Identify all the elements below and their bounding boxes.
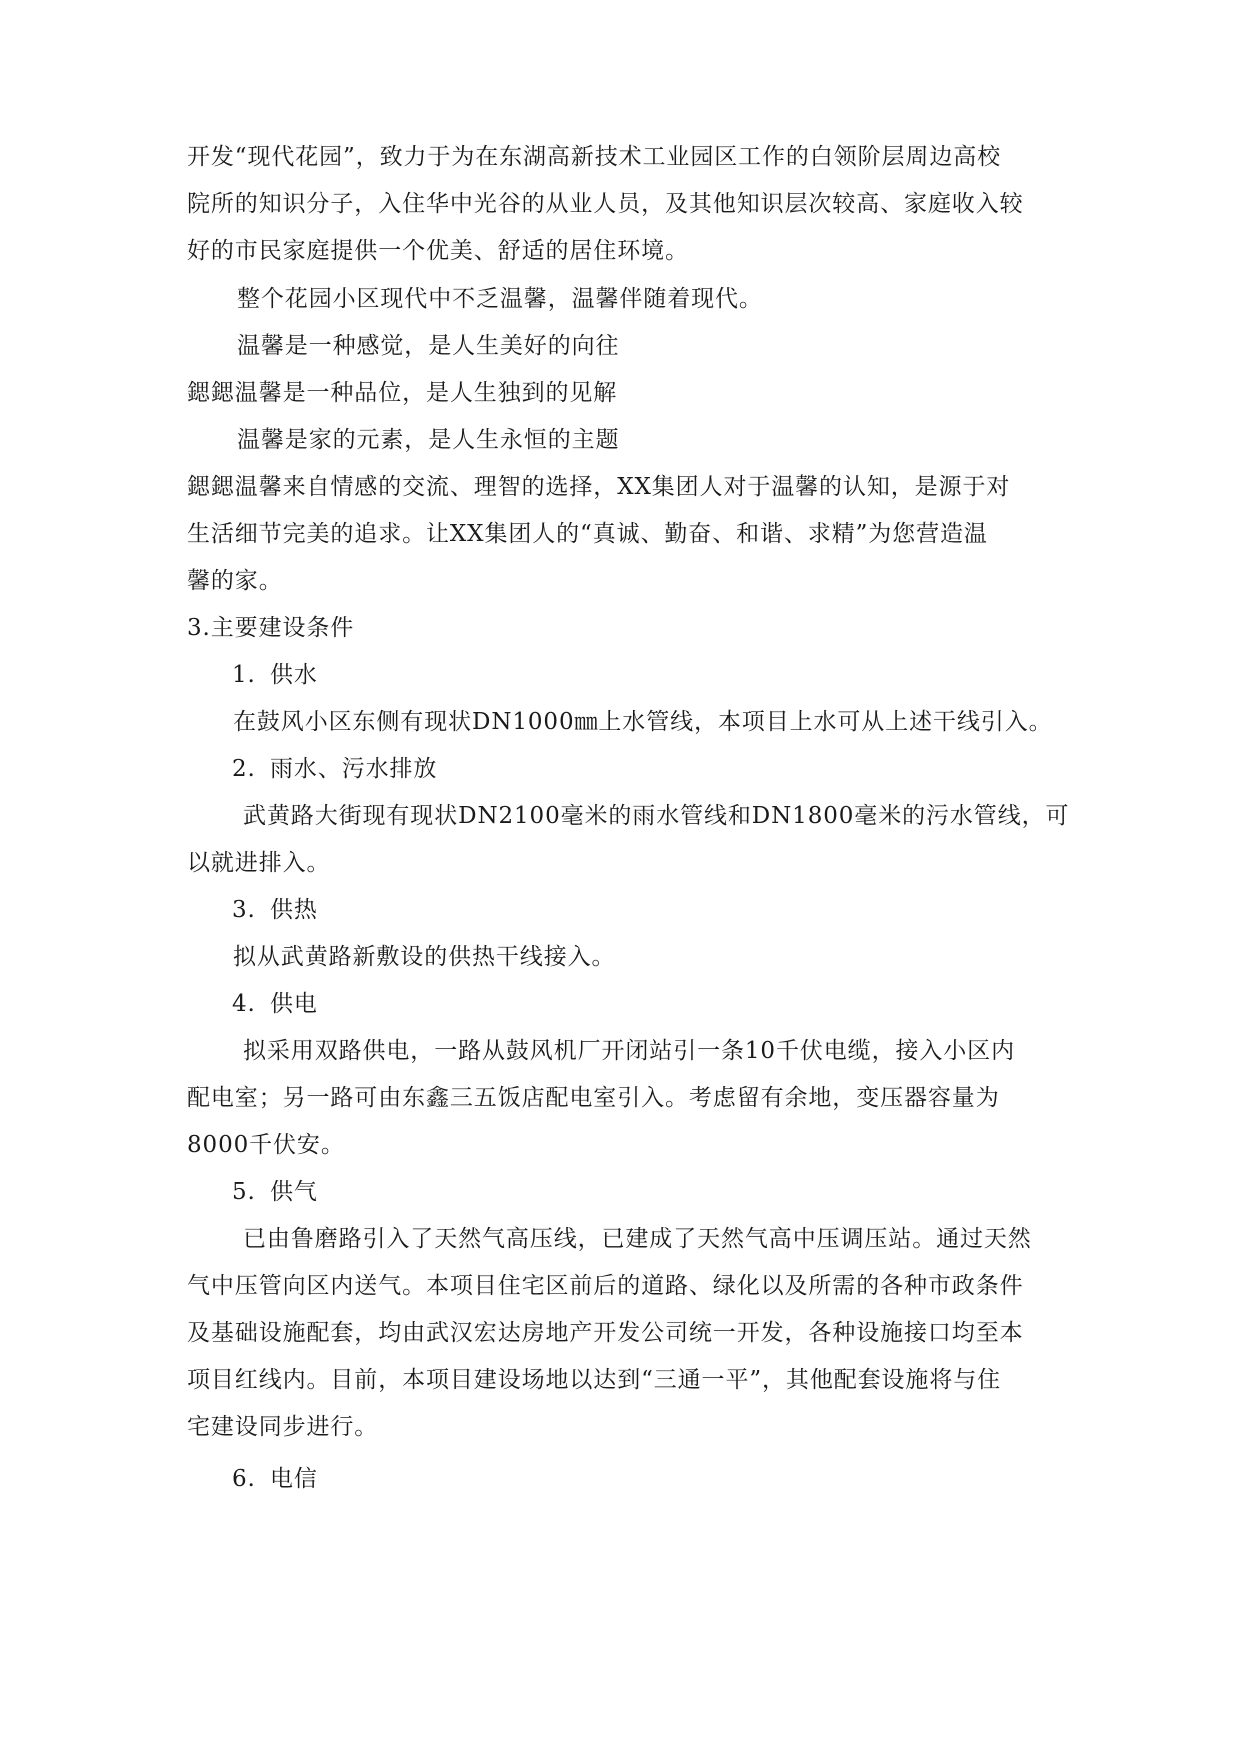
paragraph-line: 好的市民家庭提供一个优美、舒适的居住环境。 [187, 238, 689, 264]
paragraph-line: 温馨是一种感觉，是人生美好的向往 [237, 333, 620, 359]
list-item-number: 4. [232, 991, 256, 1017]
paragraph-line: 生活细节完美的追求。让XX集团人的“真诚、勤奋、和谐、求精”为您营造温 [187, 521, 988, 547]
list-item-number: 3. [232, 897, 256, 923]
paragraph-line: 已由鲁磨路引入了天然气高压线，已建成了天然气高中压调压站。通过天然 [243, 1226, 1032, 1252]
paragraph-line: 及基础设施配套，均由武汉宏达房地产开发公司统一开发，各种设施接口均至本 [187, 1320, 1024, 1346]
list-item-power [232, 989, 1112, 1019]
paragraph-line: 馨的家。 [187, 568, 283, 594]
paragraph-line: 配电室；另一路可由东鑫三五饭店配电室引入。考虑留有余地，变压器容量为 [187, 1085, 1000, 1111]
list-item-title: 供热 [270, 897, 318, 923]
list-item-water-supply [232, 660, 1112, 690]
paragraph-line: 宅建设同步进行。 [187, 1414, 379, 1440]
paragraph-line: 气中压管向区内送气。本项目住宅区前后的道路、绿化以及所需的各种市政条件 [187, 1273, 1024, 1299]
paragraph-line: 院所的知识分子，入住华中光谷的从业人员，及其他知识层次较高、家庭收入较 [187, 191, 1024, 217]
paragraph-line: 项目红线内。目前，本项目建设场地以达到“三通一平”，其他配套设施将与住 [187, 1367, 1002, 1393]
list-item-title: 供水 [270, 662, 318, 688]
paragraph-line: 拟从武黄路新敷设的供热干线接入。 [233, 944, 616, 970]
paragraph-line: 拟采用双路供电，一路从鼓风机厂开闭站引一条10千伏电缆，接入小区内 [243, 1038, 1015, 1064]
list-item-gas [232, 1177, 1112, 1207]
paragraph-line: 武黄路大街现有现状DN2100毫米的雨水管线和DN1800毫米的污水管线，可 [243, 803, 1070, 829]
paragraph-line: 开发“现代花园”，致力于为在东湖高新技术工业园区工作的白领阶层周边高校 [187, 144, 1002, 170]
paragraph-line: 8000千伏安。 [187, 1132, 345, 1158]
list-item-number: 5. [232, 1179, 256, 1205]
list-item-number: 1. [232, 662, 256, 688]
list-item-title: 雨水、污水排放 [270, 756, 438, 782]
list-item-heating [232, 895, 1112, 925]
paragraph-line: 温馨是家的元素，是人生永恒的主题 [237, 427, 620, 453]
section-heading: 3.主要建设条件 [187, 615, 355, 641]
list-item-number: 6. [232, 1466, 256, 1492]
list-item-title: 供气 [270, 1179, 318, 1205]
list-item-title: 电信 [270, 1466, 318, 1492]
list-item-drainage [232, 754, 1112, 784]
paragraph-line: 鍶鍶温馨来自情感的交流、理智的选择，XX集团人对于温馨的认知，是源于对 [187, 474, 1011, 500]
paragraph-line: 鍶鍶温馨是一种品位，是人生独到的见解 [187, 380, 618, 406]
list-item-telecom [232, 1464, 1112, 1494]
paragraph-line: 以就进排入。 [187, 850, 331, 876]
paragraph-line: 在鼓风小区东侧有现状DN1000㎜上水管线，本项目上水可从上述干线引入。 [233, 709, 1053, 735]
paragraph-line: 整个花园小区现代中不乏温馨，温馨伴随着现代。 [237, 286, 763, 312]
list-item-title: 供电 [270, 991, 318, 1017]
list-item-number: 2. [232, 756, 256, 782]
